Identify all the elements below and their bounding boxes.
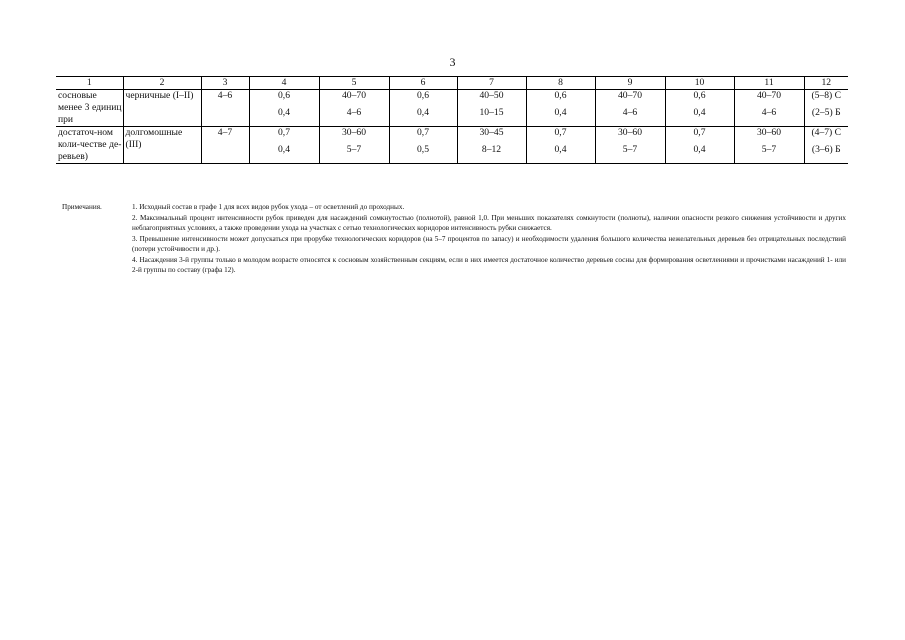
column-header: 11 (734, 77, 804, 90)
notes-list (132, 202, 846, 276)
value-cell (665, 127, 734, 164)
table-row (56, 90, 848, 127)
value-cell (457, 90, 526, 127)
column-header: 12 (804, 77, 848, 90)
value-bottom: 8–12 (481, 144, 502, 155)
value-cell (595, 90, 665, 127)
group-label-cell: достаточ-ном коли-честве де-ревьев) (58, 127, 122, 162)
table-header-row (56, 77, 848, 90)
value-bottom: 5–7 (761, 144, 777, 155)
value-cell (249, 90, 319, 127)
notes-title: Примечания. (62, 203, 102, 211)
column-header: 6 (389, 77, 457, 90)
table-row (56, 127, 848, 164)
column-header: 9 (595, 77, 665, 90)
value-cell (665, 90, 734, 127)
value-cell (734, 127, 804, 164)
column-header: 1 (56, 77, 123, 90)
value-top: 0,7 (417, 127, 429, 138)
value-cell (595, 127, 665, 164)
column-header: 8 (526, 77, 595, 90)
age-cell: 4–7 (201, 127, 249, 164)
value-cell (734, 90, 804, 127)
value-top: 0,6 (417, 90, 429, 101)
value-cell (319, 127, 389, 164)
value-cell (526, 90, 595, 127)
notes-section (62, 202, 846, 276)
composition-cell (804, 90, 848, 127)
column-header: 5 (319, 77, 389, 90)
value-top: 40–70 (618, 90, 642, 101)
value-bottom: 10–15 (479, 107, 504, 118)
value-top: 40–70 (757, 90, 781, 101)
value-top: 0,7 (278, 127, 290, 138)
column-header: 4 (249, 77, 319, 90)
value-bottom: 0,4 (278, 107, 290, 118)
value-bottom: 0,4 (693, 144, 706, 155)
note-item: 1. Исходный состав в графе 1 для всех видов рубок ухода – от осветлений до проходных. (132, 203, 405, 211)
value-cell (457, 127, 526, 164)
value-top: 30–60 (618, 127, 642, 138)
value-top: 0,6 (554, 90, 567, 101)
value-bottom: 4–6 (761, 107, 777, 118)
note-item: 4. Насаждения 3-й группы только в молодом возрасте относятся к сосновым хозяйственным секциям, если в них имеется достаточное количество деревьев сосны для формирования осветлениями и прочистками насаждений 1- или 2-й группы по составу (графа 12). (132, 255, 846, 274)
composition-cell (804, 127, 848, 164)
value-top: (5–8) С (811, 90, 842, 101)
value-top: 0,7 (554, 127, 567, 138)
value-bottom: 0,4 (417, 107, 429, 118)
column-header: 10 (665, 77, 734, 90)
column-header: 2 (123, 77, 201, 90)
value-bottom: 0,4 (554, 144, 567, 155)
forest-type-cell: долгомошные (III) (123, 127, 201, 164)
forest-type-cell: черничные (I–II) (123, 90, 201, 127)
value-top: (4–7) С (811, 127, 842, 138)
column-header: 7 (457, 77, 526, 90)
value-cell (249, 127, 319, 164)
value-top: 30–60 (342, 127, 366, 138)
value-cell (389, 90, 457, 127)
value-top: 30–60 (757, 127, 781, 138)
value-top: 30–45 (479, 127, 504, 138)
value-bottom: (2–5) Б (811, 107, 841, 118)
group-label-cell: сосновые менее 3 единиц при (58, 90, 122, 125)
value-cell (526, 127, 595, 164)
note-item: 3. Превышение интенсивности может допускаться при прорубке технологических коридоров (на 5–7 процентов по запасу) и необходимости удаления большого количества нежелательных деревьев без отрицательных последствий (потери устойчивости и др.). (132, 234, 846, 253)
value-bottom: 4–6 (346, 107, 362, 118)
page-number: 3 (449, 55, 456, 69)
value-bottom: 0,5 (417, 144, 429, 155)
value-top: 40–70 (342, 90, 366, 101)
age-cell: 4–6 (201, 90, 249, 127)
note-item: 2. Максимальный процент интенсивности рубок приведен для насаждений сомкнутостью (полнотой), равной 1,0. При меньших показателях сомкнутости (полноты), наличии опасности резкого снижения устойчивости и других неблагоприятных условиях, а также проведении ухода на участках с сетью технологических коридоров интенсивность рубки снижается. (132, 213, 846, 232)
value-top: 0,6 (693, 90, 706, 101)
value-cell (389, 127, 457, 164)
column-header: 3 (201, 77, 249, 90)
value-bottom: 0,4 (554, 107, 567, 118)
value-bottom: (3–6) Б (811, 144, 841, 155)
thinning-norms-table (56, 76, 848, 164)
value-bottom: 0,4 (278, 144, 290, 155)
value-top: 0,6 (278, 90, 290, 101)
value-bottom: 4–6 (622, 107, 638, 118)
value-bottom: 5–7 (622, 144, 638, 155)
value-bottom: 5–7 (346, 144, 362, 155)
value-top: 40–50 (479, 90, 504, 101)
value-bottom: 0,4 (693, 107, 706, 118)
value-top: 0,7 (693, 127, 706, 138)
value-cell (319, 90, 389, 127)
